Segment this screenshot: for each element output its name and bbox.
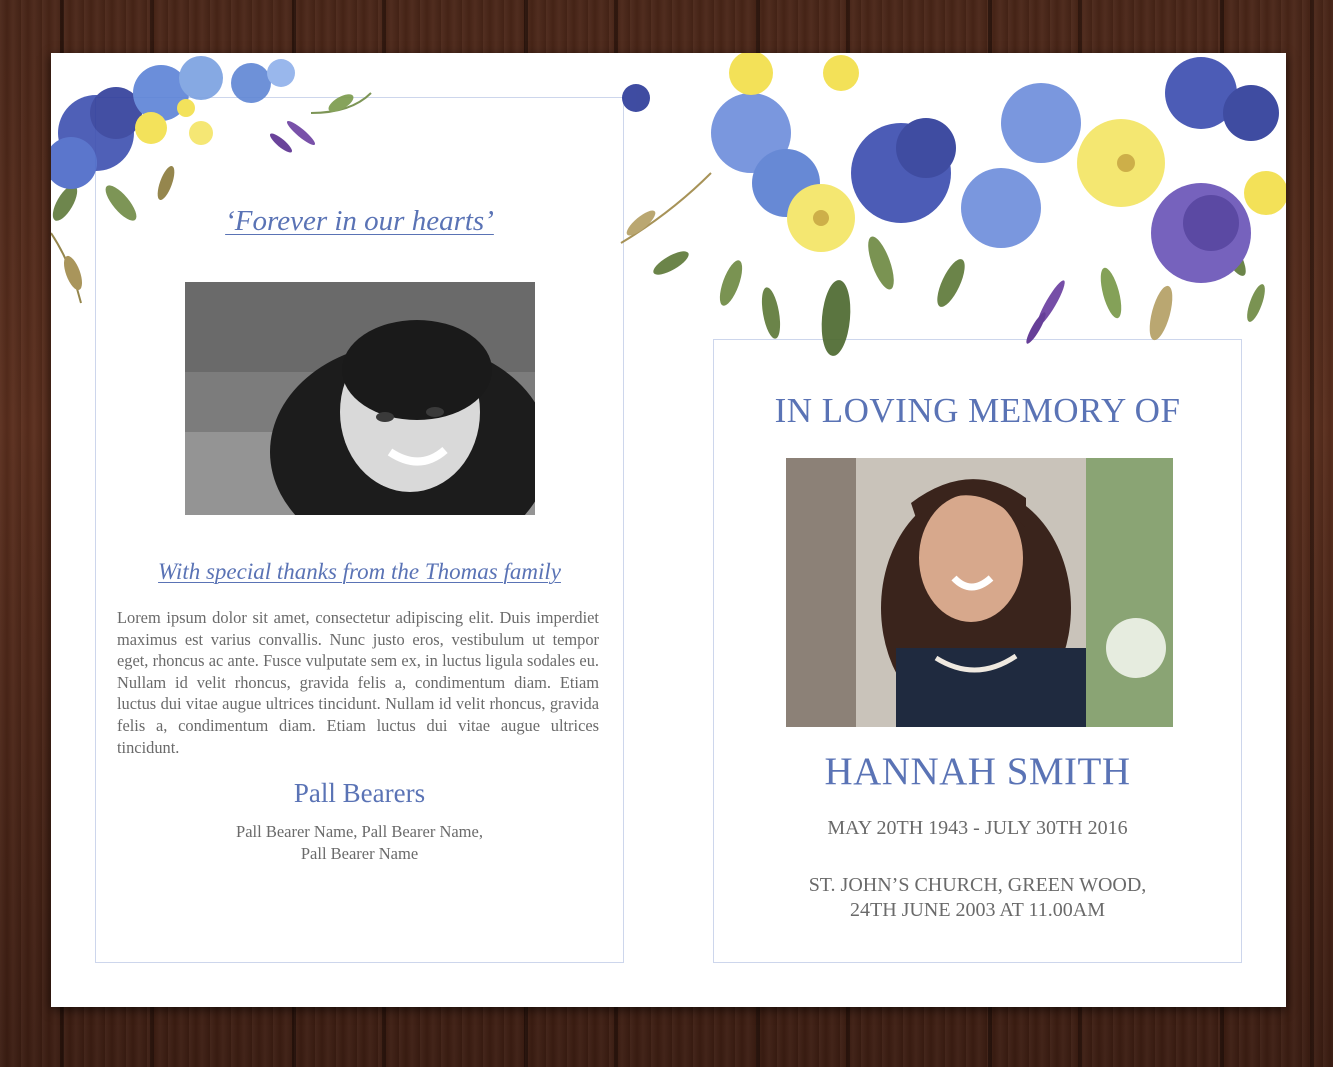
pall-bearers-line: Pall Bearer Name bbox=[300, 844, 419, 863]
pall-bearers-names bbox=[195, 821, 524, 865]
tribute-body-text: Lorem ipsum dolor sit amet, consectetur adipiscing elit. Duis imperdiet maximus est varius convallis. Nunc justo eros, vestibulum ut tempor eget, rhoncus ac ante. Fusce vulputate sem ex, in luctus ligula sodales eu. Nullam id velit rhoncus, gravida felis a, condimentum diam. Etiam luctus dui vitae augue ultrices tincidunt. Nullam id velit rhoncus, gravida felis a, condimentum diam. Etiam luctus dui vitae augue ultrices tincidunt. bbox=[117, 608, 599, 757]
life-dates: MAY 20TH 1943 - JULY 30TH 2016 bbox=[827, 817, 1128, 839]
pall-bearers-line: Pall Bearer Name, Pall Bearer Name, bbox=[236, 822, 483, 841]
memorial-photo-color bbox=[786, 458, 1173, 727]
thanks-heading: With special thanks from the Thomas family bbox=[158, 559, 561, 584]
in-loving-memory-heading: IN LOVING MEMORY OF bbox=[774, 391, 1181, 430]
program-sheet bbox=[51, 53, 1286, 1007]
service-details bbox=[713, 873, 1242, 923]
service-datetime: 24TH JUNE 2003 AT 11.00AM bbox=[849, 899, 1105, 921]
deceased-name: HANNAH SMITH bbox=[824, 750, 1131, 793]
service-location: ST. JOHN’S CHURCH, GREEN WOOD, bbox=[808, 874, 1147, 896]
pall-bearers-title: Pall Bearers bbox=[293, 778, 426, 808]
memorial-photo-bw bbox=[185, 282, 535, 515]
tagline: ‘Forever in our hearts’ bbox=[225, 205, 494, 237]
